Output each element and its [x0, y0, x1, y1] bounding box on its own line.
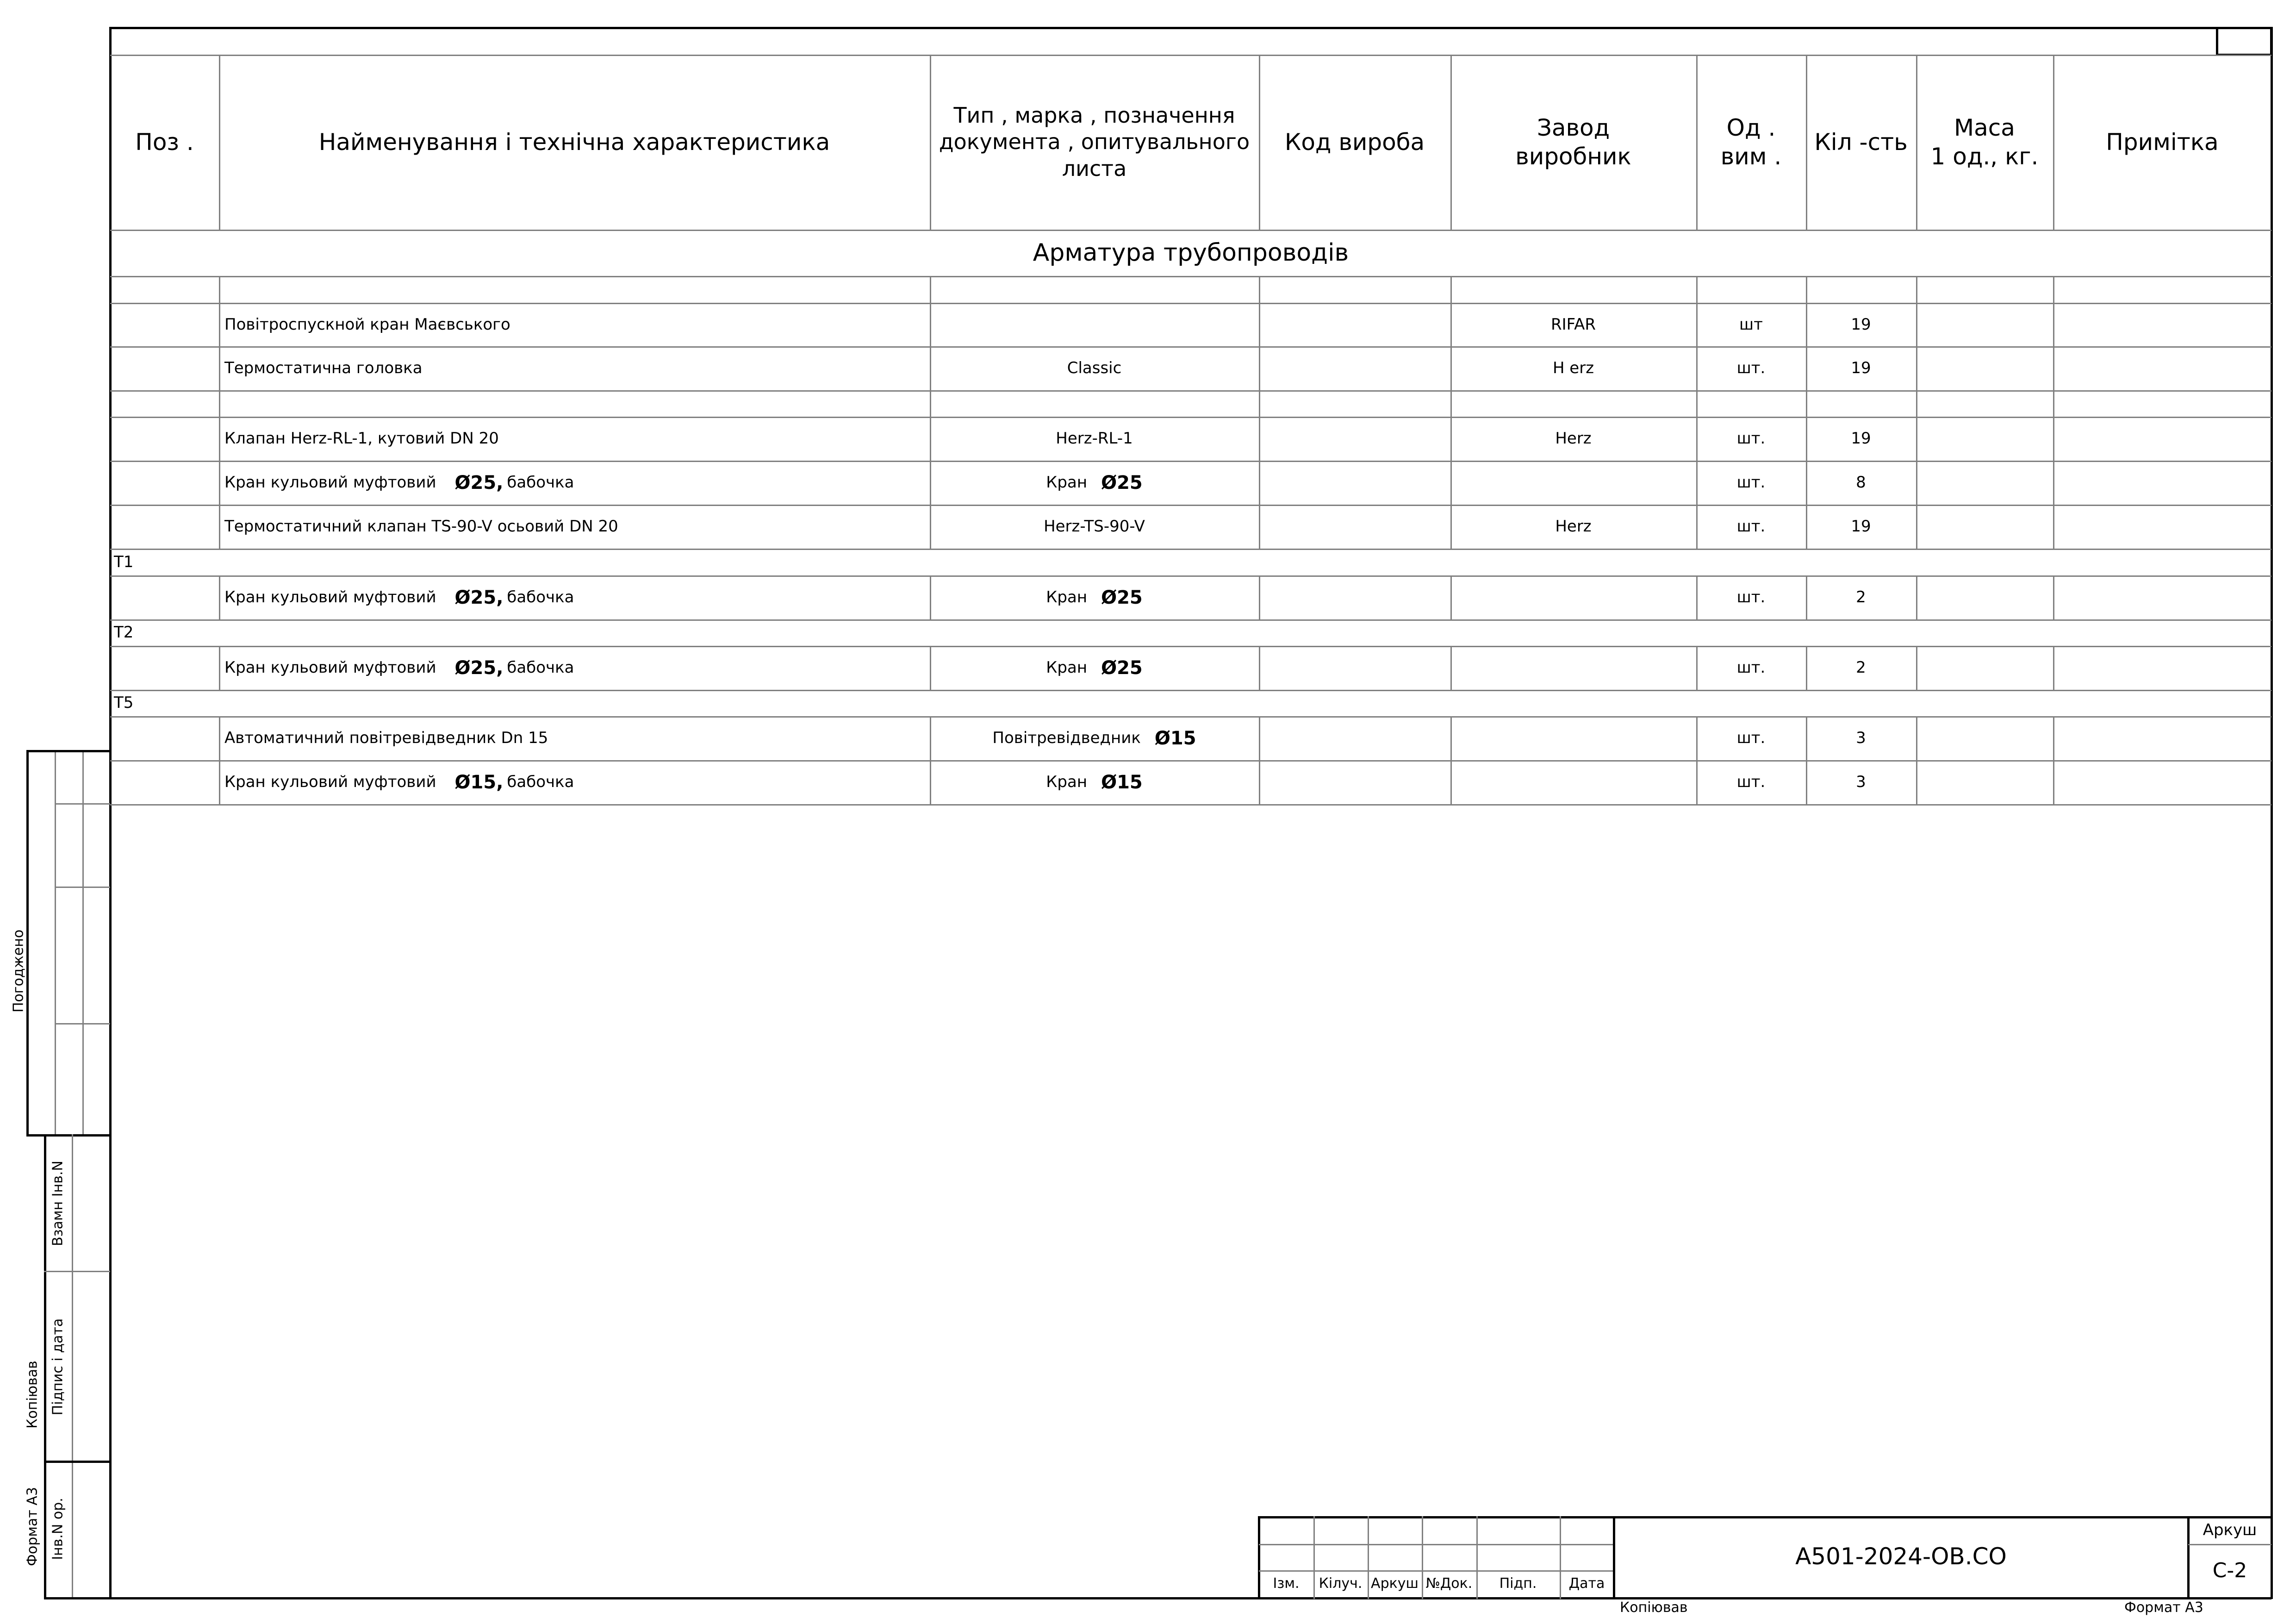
- row-qty: 3: [1856, 773, 1866, 792]
- row-name: [219, 303, 930, 347]
- row-name-text: Кран кульовий муфтовий: [224, 588, 436, 607]
- row-type-diameter: Ø25: [1101, 587, 1143, 608]
- row-name-tail: бабочка: [507, 588, 574, 607]
- row-maker: [1450, 461, 1696, 505]
- vline: [1259, 303, 1260, 347]
- vline: [930, 276, 931, 303]
- row-qty: 8: [1856, 473, 1866, 492]
- vline: [2053, 646, 2054, 690]
- hline: [110, 549, 2271, 550]
- subheader-t1: Т1: [114, 552, 134, 571]
- row-name: [219, 575, 930, 619]
- vline: [2053, 461, 2054, 505]
- row-maker: [1450, 760, 1696, 804]
- row-type: [930, 417, 1259, 461]
- row-type: [930, 646, 1259, 690]
- header-mass: Маса 1 од., кг.: [1930, 114, 2039, 170]
- row-type-diameter: Ø25: [1101, 657, 1143, 679]
- row-unit: шт.: [1736, 773, 1766, 792]
- row-type: [930, 461, 1259, 505]
- row-qty: 2: [1856, 588, 1866, 607]
- tb-col-izm: Ізм.: [1273, 1575, 1300, 1592]
- tb-col-arkush: Аркуш: [1371, 1575, 1419, 1592]
- sheet-number: С-2: [2212, 1559, 2247, 1582]
- vline: [2053, 346, 2054, 390]
- vline: [1259, 461, 1260, 505]
- row-type-diameter: Ø25: [1101, 472, 1143, 493]
- row-name-text: Автоматичний повітревідведник Dn 15: [224, 729, 548, 748]
- stamp-line: [55, 887, 110, 888]
- vline: [1259, 646, 1260, 690]
- vline: [1259, 505, 1260, 549]
- header-pos: Поз .: [135, 128, 194, 156]
- vline: [1916, 346, 1917, 390]
- vline: [1696, 390, 1698, 417]
- vline: [1916, 461, 1917, 505]
- row-type: [930, 575, 1259, 619]
- row-name-text: Кран кульовий муфтовий: [224, 658, 436, 677]
- vline: [1259, 346, 1260, 390]
- row-maker: [1450, 646, 1696, 690]
- frame-bottom: [110, 1597, 2271, 1599]
- row-name-diameter: Ø25,: [454, 657, 504, 679]
- row-unit: шт.: [1736, 429, 1766, 448]
- row-maker: Herz: [1555, 429, 1592, 448]
- tb-col-kiluch: Кілуч.: [1319, 1575, 1363, 1592]
- row-name-text: Повітроспускной кран Маєвського: [224, 315, 510, 334]
- stamp-line: [82, 750, 84, 1134]
- vline: [2053, 390, 2054, 417]
- hline: [110, 390, 2271, 392]
- hline: [110, 804, 2271, 806]
- row-maker: [1450, 716, 1696, 760]
- vline: [1259, 276, 1260, 303]
- row-qty: 19: [1851, 315, 1871, 334]
- row-unit: шт.: [1736, 359, 1766, 378]
- row-name: [219, 505, 930, 549]
- row-name: [219, 760, 930, 804]
- stamp-bottom: [26, 1134, 110, 1137]
- footer-format: Формат А3: [2124, 1599, 2203, 1616]
- row-type: [930, 346, 1259, 390]
- row-name-tail: бабочка: [507, 773, 574, 792]
- hline: [110, 690, 2271, 691]
- label-copied-side: Копіював: [24, 1361, 41, 1429]
- vline: [1916, 646, 1917, 690]
- stamp-line: [55, 1023, 110, 1024]
- row-type-text: Кран: [1046, 473, 1088, 492]
- vline: [1916, 390, 1917, 417]
- row-name-diameter: Ø15,: [454, 771, 504, 793]
- stamp-top: [26, 750, 110, 752]
- vline: [1450, 276, 1452, 303]
- side-line: [72, 1134, 73, 1599]
- row-qty: 19: [1851, 359, 1871, 378]
- vline: [1916, 417, 1917, 461]
- corner-box: [2216, 27, 2272, 56]
- tb-col-ndok: №Док.: [1425, 1575, 1473, 1592]
- row-name-diameter: Ø25,: [454, 587, 504, 608]
- row-unit: шт.: [1736, 729, 1766, 748]
- tb-col-pidp: Підп.: [1499, 1575, 1537, 1592]
- row-type-diameter: Ø15: [1154, 727, 1196, 749]
- vline: [1259, 716, 1260, 760]
- row-name: [219, 417, 930, 461]
- row-name-text: Термостатичний клапан TS-90-V осьовий DN 20: [224, 517, 618, 536]
- vline: [2053, 505, 2054, 549]
- row-type: [930, 303, 1259, 347]
- row-name: [219, 716, 930, 760]
- row-name: [219, 346, 930, 390]
- doc-code: А501-2024-ОВ.СО: [1795, 1543, 2007, 1570]
- row-type-text: Кран: [1046, 658, 1088, 677]
- row-type: [930, 760, 1259, 804]
- hline: [110, 619, 2271, 621]
- label-format-side: Формат А3: [24, 1487, 41, 1566]
- row-unit: шт.: [1736, 588, 1766, 607]
- vline: [2053, 716, 2054, 760]
- row-maker: H erz: [1552, 359, 1594, 378]
- row-name-text: Кран кульовий муфтовий: [224, 773, 436, 792]
- row-maker: Herz: [1555, 517, 1592, 536]
- vline: [1450, 390, 1452, 417]
- vline: [1916, 505, 1917, 549]
- vline: [1916, 575, 1917, 619]
- row-qty: 19: [1851, 429, 1871, 448]
- side-left-line: [44, 1134, 46, 1599]
- row-unit: шт.: [1736, 658, 1766, 677]
- header-maker: Завод виробник: [1515, 114, 1631, 170]
- row-type-text: Повітревідведник: [992, 729, 1141, 748]
- vline: [930, 390, 931, 417]
- vline: [1259, 575, 1260, 619]
- vline: [1806, 390, 1807, 417]
- side-line: [44, 1461, 110, 1463]
- label-inv-orig: Інв.N ор.: [50, 1498, 66, 1560]
- footer-copied: Копіював: [1620, 1599, 1688, 1616]
- vline: [2053, 303, 2054, 347]
- vline: [1916, 276, 1917, 303]
- label-inv-repl: Взамн Інв.N: [50, 1161, 66, 1246]
- row-unit: шт: [1739, 315, 1763, 334]
- vline: [219, 390, 220, 417]
- header-code: Код вироба: [1284, 128, 1425, 156]
- label-approved: Погоджено: [10, 929, 27, 1013]
- row-qty: 2: [1856, 658, 1866, 677]
- vline: [1696, 276, 1698, 303]
- vline: [219, 276, 220, 303]
- subheader-t2: Т2: [114, 623, 134, 642]
- row-name-text: Термостатична головка: [224, 359, 423, 378]
- row-name-diameter: Ø25,: [454, 472, 504, 493]
- row-name-text: Кран кульовий муфтовий: [224, 473, 436, 492]
- stamp-line: [55, 803, 110, 805]
- row-qty: 19: [1851, 517, 1871, 536]
- row-name-tail: бабочка: [507, 473, 574, 492]
- stamp-line: [55, 750, 56, 1134]
- vline: [2053, 276, 2054, 303]
- vline: [1259, 760, 1260, 804]
- row-qty: 3: [1856, 729, 1866, 748]
- row-type: [930, 505, 1259, 549]
- header-unit: Од . вим .: [1720, 114, 1782, 170]
- header-type: Тип , марка , позначення документа , опитувального листа: [939, 102, 1250, 181]
- row-type-text: Classic: [1067, 359, 1122, 378]
- row-type-text: Кран: [1046, 773, 1088, 792]
- subheader-t5: Т5: [114, 693, 134, 712]
- row-type-text: Herz-RL-1: [1056, 429, 1133, 448]
- header-note: Примітка: [2106, 128, 2219, 156]
- row-maker: [1450, 575, 1696, 619]
- row-unit: шт.: [1736, 517, 1766, 536]
- vline: [2053, 417, 2054, 461]
- header-name: Найменування і технічна характеристика: [318, 128, 830, 156]
- vline: [1916, 716, 1917, 760]
- vline: [2053, 575, 2054, 619]
- vline: [1916, 303, 1917, 347]
- frame-top: [110, 27, 2271, 29]
- row-name: [219, 646, 930, 690]
- side-bottom: [44, 1597, 110, 1599]
- tb-col-data: Дата: [1568, 1575, 1605, 1592]
- label-sign-date: Підпис і дата: [50, 1318, 66, 1416]
- vline: [1806, 276, 1807, 303]
- vline: [1259, 390, 1260, 417]
- header-qty: Кіл -сть: [1814, 128, 1908, 156]
- row-name-tail: бабочка: [507, 658, 574, 677]
- row-maker: RIFAR: [1551, 315, 1596, 334]
- side-line: [44, 1271, 110, 1272]
- row-name: [219, 461, 930, 505]
- row-unit: шт.: [1736, 473, 1766, 492]
- row-type-text: Herz-TS-90-V: [1044, 517, 1145, 536]
- stamp-left-line: [26, 750, 29, 1134]
- vline: [2053, 760, 2054, 804]
- hline: [110, 276, 2271, 277]
- vline: [1259, 417, 1260, 461]
- row-type-diameter: Ø15: [1101, 771, 1143, 793]
- row-type: [930, 716, 1259, 760]
- section-title: Арматура трубопроводів: [1033, 238, 1349, 267]
- sheet-label: Аркуш: [2203, 1520, 2257, 1539]
- row-type-text: Кран: [1046, 588, 1088, 607]
- vline: [1916, 760, 1917, 804]
- row-name-text: Клапан Herz-RL-1, кутовий DN 20: [224, 429, 499, 448]
